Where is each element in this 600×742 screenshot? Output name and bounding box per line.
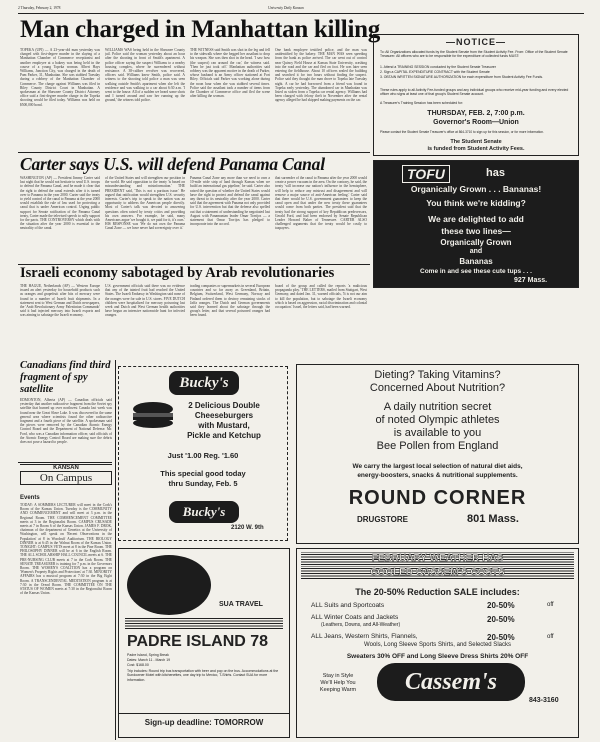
sun-graphic (127, 555, 211, 615)
padre-island-ad (118, 548, 290, 738)
story4-headline: Canadians find third fragment of spy satellite (20, 360, 111, 395)
tofu-logo: TOFU (402, 165, 450, 183)
cassems-banner-2: COOLED CASSEM'S COSTS (301, 566, 574, 579)
padre-line-2: Dates: March 11 - March 19 (127, 658, 171, 662)
tofu-line-6: Organically Grown (440, 238, 512, 247)
tofu-line-5: these two lines— (441, 226, 511, 236)
story2-column-1: WASHINGTON (AP) — President Jimmy Carter said last night that he would not hesitate to send U.S. troops to defend the Panama Canal, and he made it clear that the right to defend the canal extends after it is turned over to Panama in the year 2000. Carter said the treaty to yield control of the canal to Panama at the year 2000 would establish the rule of law used for protecting a canal that is under American control. Urging public support for Senate ratification of the Panama Canal treaty, Carter made the televised speech to rally support for the pacts. THE CONTROVERSY which deals with the situation after the year 2000 is essential to the neutrality of the canal. (20, 176, 100, 231)
kansan-events-header: Events (20, 495, 40, 501)
masthead-date: 2 Thursday, February 2, 1978 (18, 6, 61, 10)
tofu-line-2: Organically Grown . . . Bananas! (410, 184, 542, 194)
cassems-stay-1: Stay in Style (322, 673, 354, 679)
cassems-item-3-pct: 20-50% (487, 633, 515, 642)
story1-column-2: WILLIAMS WAS being held in the Shawnee County jail. Police said the woman yesterday about an hour after the shooting in front of Smith's apartment. A police officer saying the suspect Williams to a nearby housing complex, where he surrendered without resistance. A 38-caliber revolver was recovered, officers said. Williams knew Smith, police said. A witness to the shooting told police a man was seen walking outside Smith's apartment when she left the residence and was walking to a car about 6:30 a.m. 'I went to the house. All of a sudden we heard some shots and I turned around and saw her running up the ground,' the witness told police. (105, 48, 185, 103)
story3-headline: Israeli economy sabotaged by Arab revolutionaries (20, 265, 335, 281)
wave-stripes (125, 617, 283, 629)
diet-line-4: of noted Olympic athletes (375, 414, 500, 426)
cassems-item-2-note: (Leathers, Downs, and All-Weather) (321, 622, 401, 628)
buckys-line-6: thru Sunday, Feb. 5 (168, 479, 238, 488)
cassems-ad (296, 548, 579, 738)
notice-footer-1: The Student Senate (450, 139, 502, 145)
cassems-item-1-note: off (547, 602, 554, 608)
kansan-on-campus-header (20, 464, 112, 492)
padre-line-3: Cost: $168.00 (127, 663, 149, 667)
tofu-address: 927 Mass. (514, 277, 548, 284)
cassems-item-4-label: Wools, Long Sleeve Sports Shirts, and Selected Slacks (364, 642, 511, 648)
tofu-line-has: has (486, 167, 505, 179)
buckys-line-5: This special good today (160, 469, 246, 478)
story2-column-2: of the United States and will strengthen our position in the world. He said opposition to the treaty 'is based on misunderstanding and misinformation.' THE PRESIDENT said, 'This is not a partisan issue.' He argued that ratification would strengthen U.S. security interests. Carter's trip to speak to the nation was an opportunity to address the American people directly. Most of Carter's talk was devoted to answering questions often raised by treaty critics and providing his own answers. For example, he said, many Americans argue 'we bought it, we paid for it, it's ours.' HIS RESPONSE was 'We do not own the Panama Canal Zone — we have never had sovereignty over it.' (105, 176, 185, 231)
cassems-stay-2: We'll Help You (320, 680, 356, 686)
story1-headline: Man charged in Manhattan killing (20, 16, 380, 43)
story4-body: EDMONTON, Alberta (AP) — Canadian officials said yesterday that another radioactive fragment from the Soviet spy satellite that burned up over northwest Canada last week was found near the Great Slave Lake. It was discovered in the same general area where scientists found the other radioactive fragment and a fourth piece of the satellite. A spokesman said the pieces were removed by the Canadian Atomic Energy Control Board and the Department of National Defense. Mr. Ford, who was a Canadian information officer, said officials of the Atomic Energy Control Board are making sure the debris does not pose a hazard to people. (20, 398, 112, 445)
buckys-line-4: Pickle and Ketchup (187, 431, 261, 440)
padre-signup: Sign-up deadline: TOMORROW (119, 713, 289, 727)
notice-item-3: 3. OBTAIN WRITTEN SIGNATURE AUTHORIZATION for each expenditure from Student Activity Fee Funds. (380, 75, 543, 79)
masthead (18, 6, 578, 12)
story3-column-4: board of the group and called the reports 'a malicious propaganda ploy.' THE LETTERS, mailed from Stuttgart, West Germany, and dated Jan. 31, warned officials, 'It is not our aim to kill the population, but to sabotage the Israeli economy which is based on aggression, racial discrimination and colonial occupation.' Israel, the letters said, had been warned. (275, 284, 367, 310)
diet-line-1: Dieting? Taking Vitamins? (374, 369, 501, 381)
buckys-coupon (118, 366, 288, 541)
masthead-paper-name: University Daily Kansan (268, 6, 304, 10)
buckys-price: Just '1.00 Reg. '1.60 (167, 451, 239, 460)
notice-date: THURSDAY, FEB. 2, 7:00 p.m. (427, 110, 525, 117)
cassems-item-2-label: ALL Winter Coats and Jackets (311, 614, 399, 621)
story1-column-4: One bank employee testified police, and the man was unidentified by the bakery. THE MAN WAS seen speeding from the bank as police arrived. The car went out of control near Quincy Field House at Kansas State University, crashing into the road and the car and fled on foot. He was later seen entering the fieldhouse. About 10 officers sealed the building and searched it for two hours without finding the suspect. Police said they thought the man drove to Topeka late Tuesday night. A car he had borrowed from a friend was found in Topeka early yesterday. The abandoned car in Manhattan was listed as stolen from a Topeka car rental agency. Williams had been charged with felony theft in November after the rental agency alleged he had skipped making payments on the car. (275, 48, 367, 103)
kansan-subtitle: On Campus (20, 471, 112, 485)
diet-line-3: A daily nutrition secret (383, 401, 492, 413)
padre-line-1: Padre Island, Spring Break (127, 653, 169, 657)
story3-column-1: THE HAGUE, Netherlands (AP) — Western Europe issued an alert yesterday for household products such as oranges and grapefruit after bits of mercury were found in a number of Israeli fruit shipments. In a statement sent to West German and Dutch newspapers, the 'Arab Revolutionary Army Palestinian Commando' said it had injected mercury into Israeli exports and was aiming to sabotage the Israeli economy. (20, 284, 100, 318)
tofu-line-9: Come in and see these cute tups . . . (420, 268, 532, 275)
notice-session-line: A Treasurer's Training Session has been scheduled for: (380, 101, 464, 105)
cassems-banner-1: FEBRUARY WEATHER HAS (301, 552, 574, 565)
notice-intro: To: All Organizations allocated funds by the Student Senate from the Student Activity Fee. From: Office of the Student Senate Treasurer. All officers who are to be responsible for the expenditure of collected funds MUST: (380, 50, 568, 59)
story2-column-3: Panama Canal Zone any more than we need to own a 10-mile wide strip of land through Kansas when we build an international gas pipeline,' he said. Carter also raised the question of whether the United States would have the right to protect and defend the canal against any threat to its neutrality after the year 2000. Carter said that the agreement with Panama not only provided for U.S. intervention but that the defense also spelled out that a statement of understanding he negotiated last August with Panamanian leader Omar Torrijos — a statement that Omar Torrijos has pledged to incorporate into the accord. (190, 176, 270, 227)
diet-line-6: Bee Pollen from England (376, 440, 499, 452)
diet-line-7: We carry the largest local selection of natural diet aids, (352, 463, 523, 470)
tofu-line-8: Bananas (459, 257, 493, 266)
cassems-item-2-pct: 20-50% (487, 615, 515, 624)
tofu-line-3: You think we're kidding? (426, 198, 526, 208)
tofu-line-7: and (469, 248, 483, 255)
round-corner-ad (296, 364, 579, 544)
notice-item-2: 2. Sign a CAPITAL EXPENDITURE CONTRACT with the Student Senate (380, 70, 490, 74)
buckys-line-1: 2 Delicious Double (188, 401, 260, 410)
story3-column-3: trading companies or supermarkets in several European countries and so far away as Greenland, Britain, Belgium, Switzerland, West Germany, Norway and Finland ordered them to destroy remaining stocks of Jaffa oranges. The Dutch and German governments said they learned about the sabotage through the group's letter, and that several poisoned oranges had been found. (190, 284, 270, 318)
diet-store-type: DRUGSTORE (357, 515, 408, 524)
story1-column-1: TOPEKA (UPI) — A 23-year-old man yesterday was charged with first-degree murder in the slaying of a Manhattan Chamber of Commerce receptionist and another employee at a bakery was being held in the course of a young Topeka woman. Albert Hays Williams, Junction City, was charged in the death of Pam Parker, 31, Manhattan. She was stabbed Tuesday during a robbery of the Manhattan Chamber of Commerce. The charge against Williams was filed in Riley County District Court in Manhattan. A spokesman at the Shawnee County District Attorney office said a first-degree murder charge in the Topeka shooting would be filed today. Williams was held on $500,000 bond. (20, 48, 100, 107)
padre-line-4: Trip includes: Round trip bus transportation with beer and pop on the bus. Accommodations at the Sundowner Motel with kitchenettes, one day trip to Mexico, T-Shirts. Contact SUA for more information. (127, 669, 279, 682)
buckys-logo-2: Bucky's (169, 501, 239, 523)
diet-line-2: Concerned About Nutrition? (369, 382, 506, 394)
tofu-ad (373, 160, 579, 288)
buckys-address: 2120 W. 9th (231, 525, 264, 531)
buckys-line-3: with Mustard, (198, 421, 250, 430)
diet-address: 801 Mass. (467, 513, 519, 525)
diet-line-5: is available to you (393, 427, 482, 439)
diet-line-8: energy-boosters, snacks & nutritional supplements. (357, 472, 518, 479)
buckys-logo: Bucky's (169, 371, 239, 395)
cassems-item-3-label: ALL Jeans, Western Shirts, Flannels, (311, 633, 418, 640)
cassems-item-1-pct: 20-50% (487, 601, 515, 610)
story2-column-4: that surrender of the canal to Panama after the year 2000 would create a power vacuum in the area. On the contrary, he said, the treaty 'will increase our nation's influence in the hemisphere, will help to reduce any mistrust and disagreement and will remove a major source of anti-American feeling.' Carter said that there would be U.S. government guarantees to keep the canal open and that under the new treaty these guarantees would come from both parties. The president said that the treaty had the strong support of key Republican predecessors, Gerald Ford, and had been endorsed by Senate Republican Leader Howard Baker of Tennessee. CARTER ALSO challenged arguments that the treaty would be costly to taxpayers. (275, 176, 367, 231)
notice-item-1: 1. Attend a TRAINING SESSION conducted by the Student Senate Treasurer (380, 65, 496, 69)
notice-footer-2: is funded from Student Activity Fees. (427, 146, 525, 152)
story3-column-2: U.S. government officials said there was no evidence that any of the tainted fruit had reached the United States. The Israeli Embassy in Washington said none of the oranges were for sale in U.S. stores. FIVE DUTCH children were hospitalized for mercury poisoning last week and Dutch and West German health authorities have begun an intensive nationwide hunt for infected oranges. (105, 284, 185, 318)
cassems-phone: 843-3160 (529, 697, 559, 704)
sua-travel-brand: SUA TRAVEL (219, 601, 263, 608)
cassems-item-1-label: ALL Suits and Sportcoats (311, 602, 385, 609)
kansan-title: KANSAN (20, 464, 112, 471)
tofu-line-4: We are delighted to add (428, 214, 524, 224)
cassems-footer-deal: Sweaters 30% OFF and Long Sleeve Dress Shirts 20% OFF (346, 653, 529, 660)
cassems-stay-3: Keeping Warm (319, 687, 357, 693)
notice-title: —NOTICE— (445, 37, 506, 47)
story2-headline: Carter says U.S. will defend Panama Canal (20, 154, 325, 174)
padre-title: PADRE ISLAND 78 (127, 633, 269, 650)
notice-contact: Please contact the Student Senate Treasurer's office at 864-3710 to sign up for this session, or for more information. (380, 130, 544, 134)
cassems-item-3-note: off (547, 634, 554, 640)
buckys-line-2: Cheeseburgers (194, 411, 254, 420)
notice-body: These rules apply to all Activity Fee-funded groups and any individual groups who receive mid-year funding and every elected officer who signs at least one of that group's Student Senate account. (380, 88, 569, 97)
cassems-headline: The 20-50% Reduction SALE includes: (355, 587, 520, 597)
diet-store-name: ROUND CORNER (348, 487, 527, 509)
cassems-logo: Cassem's (377, 663, 525, 701)
notice-place: Governor's Room—Union (433, 119, 519, 126)
story1-column-3: THE WITNESS said Smith was shot in the leg and fell to the sidewalk where she begged her assailant to drop his weapon. She was then shot in the head. 'I saw how (the suspect) ran around the car,' the witness said. 'Then he just took off.' Manhattan authorities said robbery was the apparent motive in the death of Parker, whose husband is an Army officer stationed at Fort Riley. Officials said Parker was working alone during the noon hour when she was stabbed several times. Police said the assailant took a number of items from the Chamber of Commerce office and fled the scene after killing the woman. (190, 48, 270, 99)
notice-ad (373, 34, 579, 156)
kansan-events-list: TODAY: A SOMMERS LECTURER will meet in the Cork's Room of the Kansas Union. Tuesday is the COMMUNITY AND COMMENCEMENT and will meet at 3 p.m. in the Regional Room. THE COMMENCEMENT COMMITTEE meets at 3 in the Regionalist Room. CAMPUS CRUSADE meets at 7 in Room 6 of the Kansas Union. JAMES F. DROK, chairman of the department of Genetics at the University of Washington, will speak on 'Recent Observations in the Population' at 8 in Woodruff Auditorium. THE BIOLOGY DINNER is at 6:45 in the Walnut Room of the Kansas Union. TONIGHT: CAMPUS VETS meet at 8 in the Pine Room. THE PHILOSOPHY DINNER will be at 6 in the English Room. THE ALL SCHOLARSHIP HALL COUNCIL meets at 6. THE PRE-NURSING CLUB meets at 7 in the Cork Room. THE SENATE TREASURER is training for 7 p.m. in the Governors Room. THE WOMEN'S COALITION has a program on 'Women's Property Rights and Protections' at 7:30. MINORITY AFFAIRS has a musical program at 7:30 in the Big Eight Room. A TRANSCENDENTAL MEDITATION program is at 7:30 in the Oread Room. THE COMMITTEE ON THE STATUS OF WOMEN meets at 7:30 in the Regionalist Room of the Kansas Union. (20, 503, 112, 596)
